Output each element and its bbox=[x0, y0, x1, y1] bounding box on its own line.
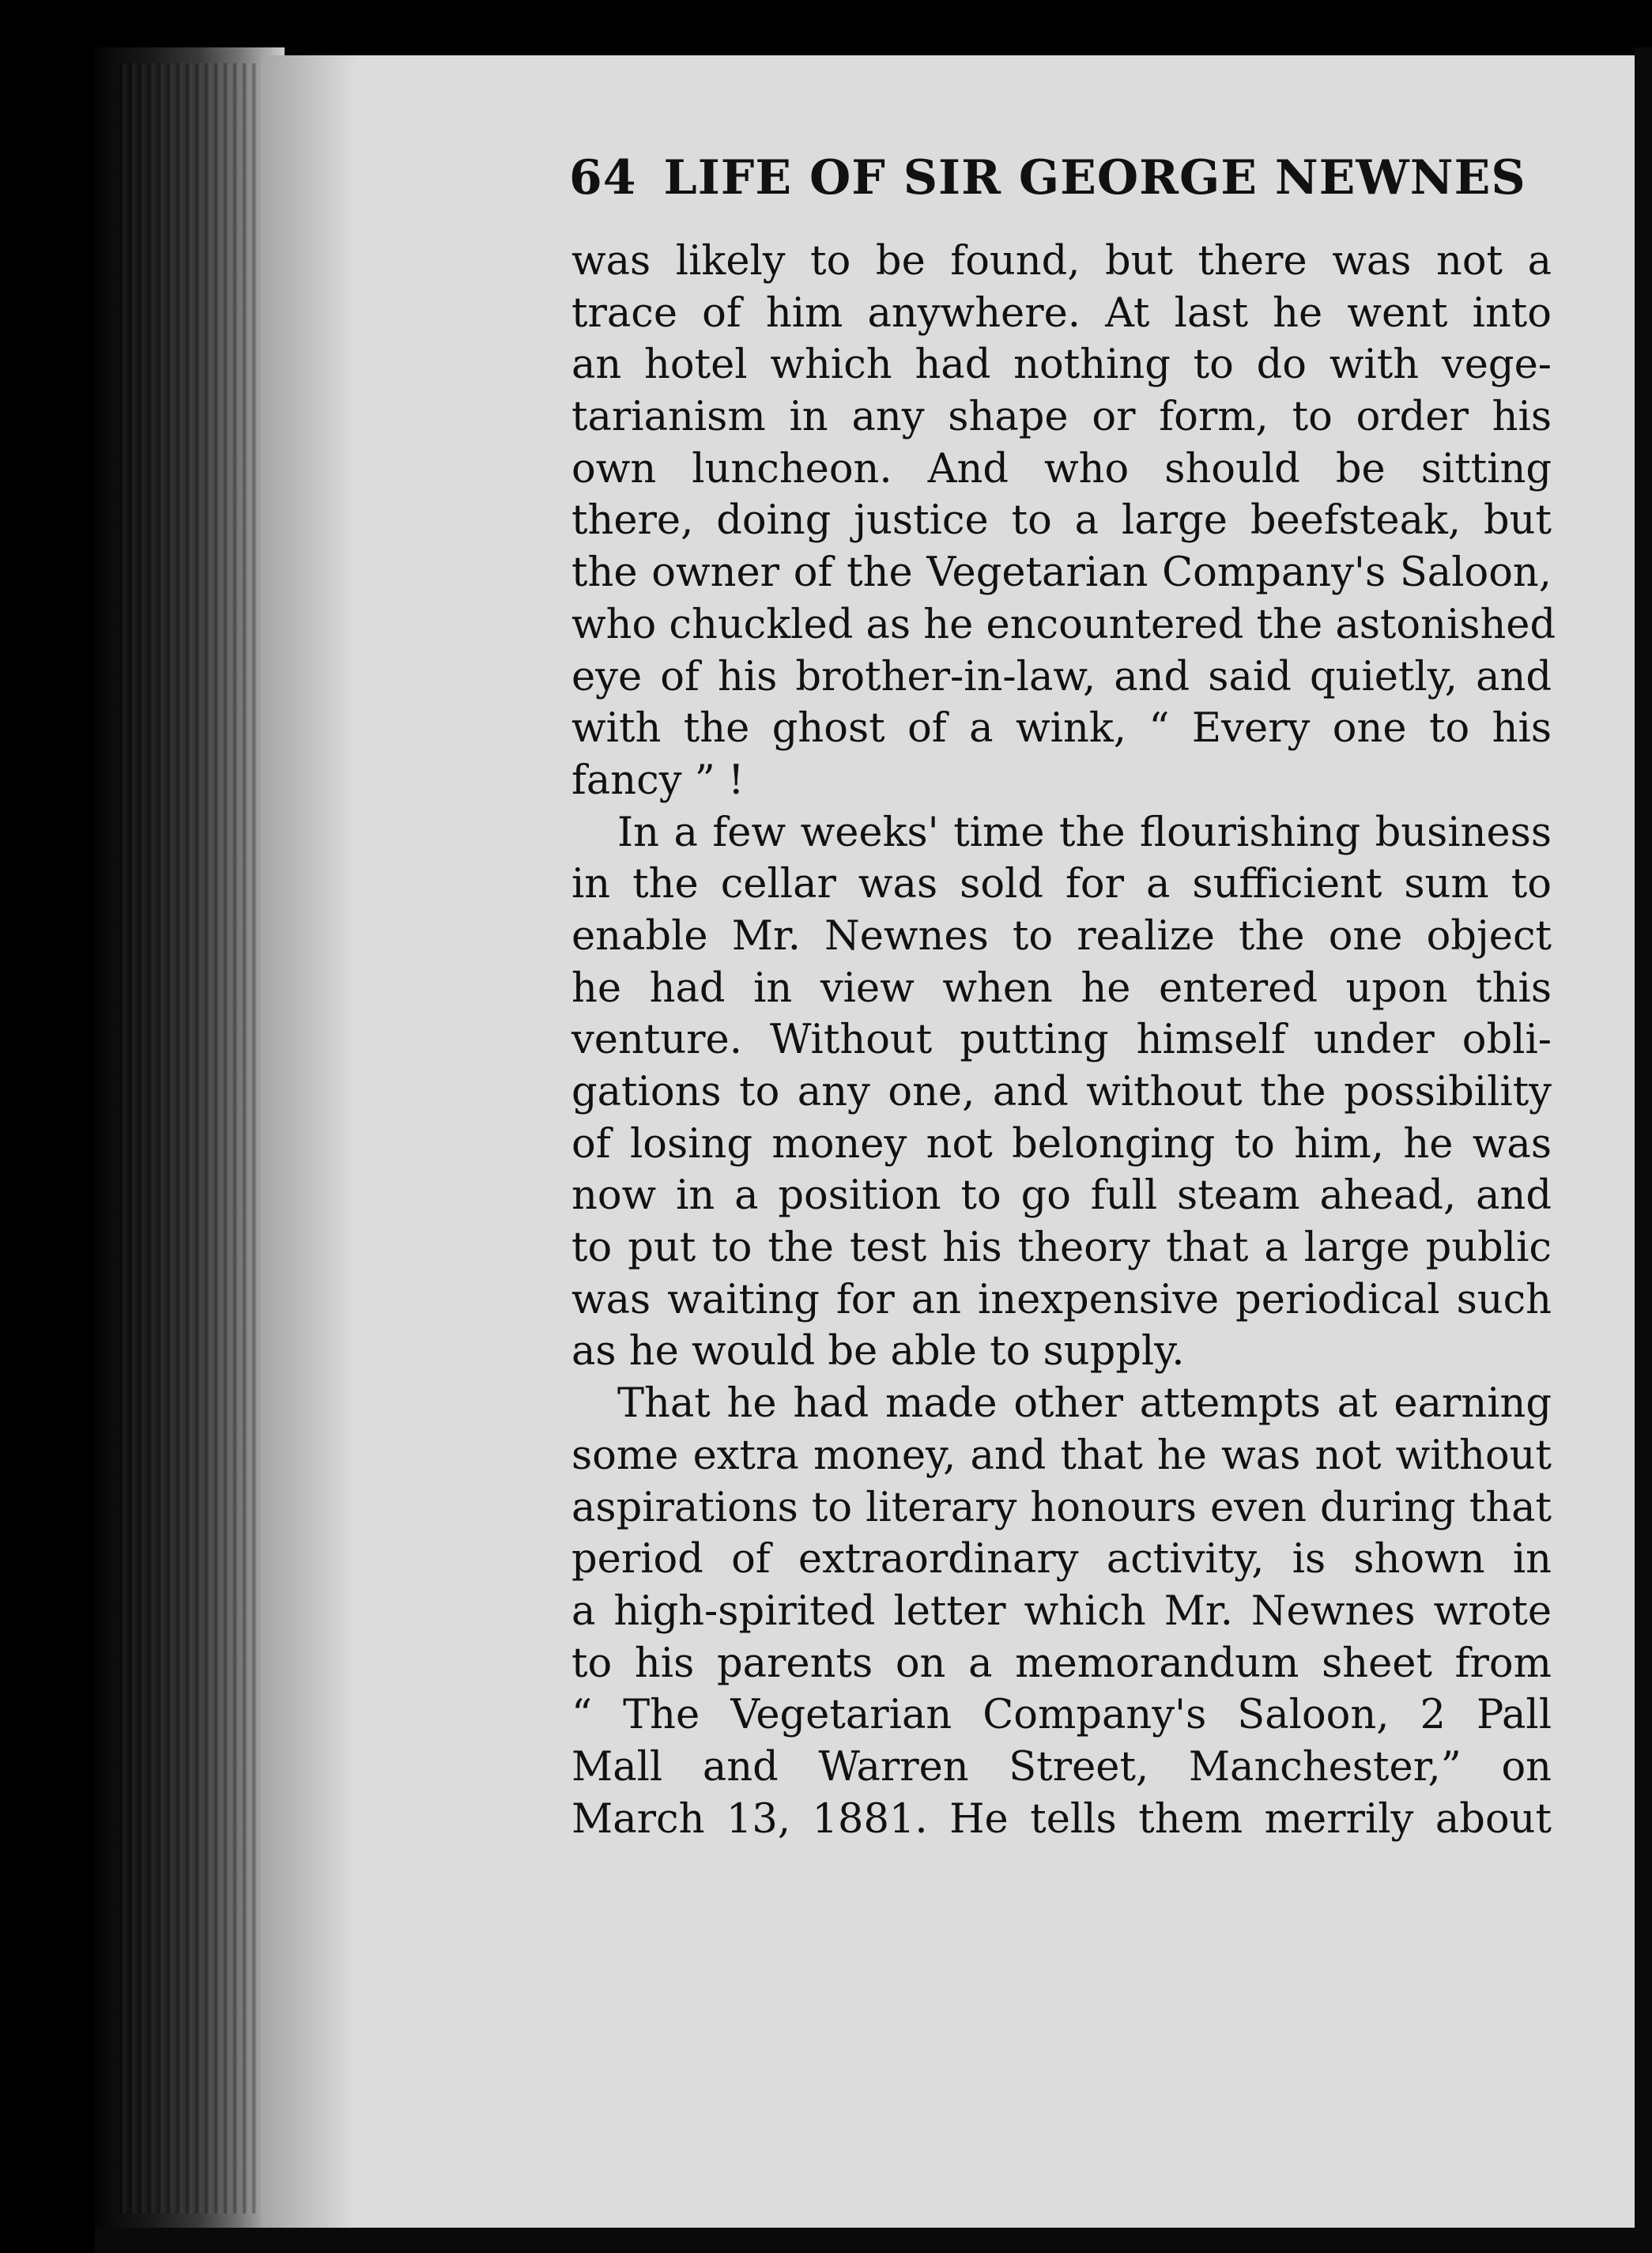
text-line: aspirations to literary honours even during that bbox=[571, 1484, 1552, 1531]
text-line: a high-spirited letter which Mr. Newnes wrote bbox=[571, 1587, 1552, 1635]
text-line: of losing money not belonging to him, he was bbox=[571, 1120, 1552, 1168]
text-line: fancy ” ! bbox=[571, 757, 745, 804]
text-line: was waiting for an inexpensive periodical such bbox=[571, 1276, 1552, 1323]
text-line: some extra money, and that he was not without bbox=[571, 1432, 1552, 1479]
text-line: the owner of the Vegetarian Company's Saloon, bbox=[571, 549, 1552, 597]
text-line: an hotel which had nothing to do with vege- bbox=[571, 342, 1552, 389]
text-line: tarianism in any shape or form, to order his bbox=[571, 394, 1552, 441]
text-line: period of extraordinary activity, is shown in bbox=[571, 1536, 1552, 1583]
text-line: there, doing justice to a large beefsteak, but bbox=[571, 497, 1552, 545]
text-line: to put to the test his theory that a large public bbox=[571, 1225, 1552, 1272]
scan-bottom-border bbox=[95, 2228, 1652, 2253]
text-line: March 13, 1881. He tells them merrily about bbox=[571, 1795, 1552, 1843]
running-header bbox=[569, 142, 1526, 213]
text-line: “ The Vegetarian Company's Saloon, 2 Pall bbox=[571, 1692, 1552, 1739]
text-line: to his parents on a memorandum sheet from bbox=[571, 1640, 1552, 1687]
text-line: eye of his brother-in-law, and said quietly, and bbox=[571, 653, 1552, 700]
body-text bbox=[571, 236, 1556, 1845]
text-line: now in a position to go full steam ahead, and bbox=[571, 1172, 1552, 1220]
gutter-shadow bbox=[119, 63, 277, 2213]
running-title: LIFE OF SIR GEORGE NEWNES bbox=[663, 150, 1526, 206]
text-line: who chuckled as he encountered the astonished bbox=[571, 601, 1556, 648]
text-line: was likely to be found, but there was not a bbox=[571, 238, 1552, 285]
text-line: enable Mr. Newnes to realize the one object bbox=[571, 912, 1552, 960]
text-line: Mall and Warren Street, Manchester,” on bbox=[571, 1743, 1552, 1791]
text-line: as he would be able to supply. bbox=[571, 1328, 1185, 1376]
page-curl-shadow bbox=[261, 55, 356, 2237]
text-line: venture. Without putting himself under obli- bbox=[571, 1017, 1552, 1064]
paragraph-start-line: That he had made other attempts at earning bbox=[617, 1380, 1552, 1428]
text-line: he had in view when he entered upon this bbox=[571, 964, 1552, 1012]
text-line: with the ghost of a wink, “ Every one to his bbox=[571, 705, 1552, 753]
text-line: in the cellar was sold for a sufficient sum to bbox=[571, 861, 1552, 908]
text-line: own luncheon. And who should be sitting bbox=[571, 445, 1552, 492]
scan-right-border bbox=[1635, 47, 1652, 2253]
paragraph-start-line: In a few weeks' time the flourishing business bbox=[617, 809, 1552, 856]
page-number: 64 bbox=[569, 150, 637, 206]
text-line: trace of him anywhere. At last he went into bbox=[571, 289, 1552, 337]
text-line: gations to any one, and without the possibility bbox=[571, 1069, 1552, 1115]
